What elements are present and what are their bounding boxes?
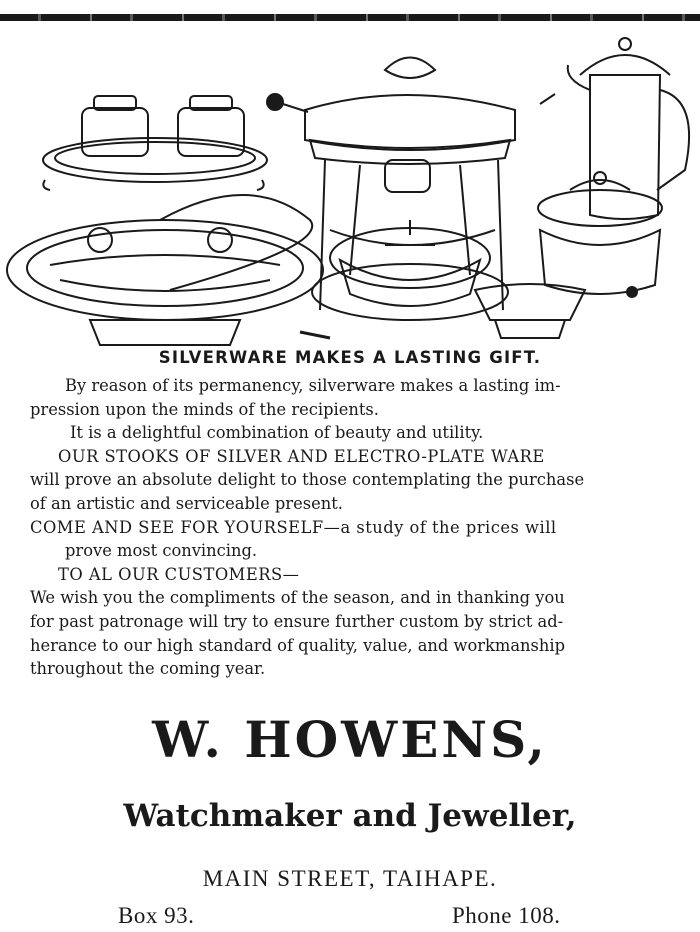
- business-trade: Watchmaker and Jeweller,: [123, 798, 577, 834]
- chafing-dish-icon: [267, 58, 555, 311]
- po-box: Box 93.: [118, 903, 195, 928]
- body-line: OUR STOOKS OF SILVER AND ELECTRO-PLATE WARE: [58, 446, 545, 466]
- top-rule: [0, 14, 700, 21]
- body-line: pression upon the minds of the recipients.: [30, 399, 379, 419]
- inkstand-icon: [43, 96, 267, 190]
- business-address: MAIN STREET, TAIHAPE.: [202, 866, 498, 891]
- body-line: By reason of its permanency, silverware makes a lasting im-: [65, 376, 561, 395]
- body-line: of an artistic and serviceable present.: [30, 493, 343, 513]
- phone-number: Phone 108.: [452, 903, 561, 928]
- cake-basket-icon: [7, 195, 323, 345]
- ad-body-text: [30, 374, 680, 681]
- ad-headline: SILVERWARE MAKES A LASTING GIFT.: [158, 348, 542, 367]
- body-line: for past patronage will try to ensure further custom by strict ad-: [30, 611, 564, 631]
- business-name: W. HOWENS,: [152, 710, 548, 769]
- sugar-basin-icon: [538, 172, 662, 297]
- body-line: throughout the coming year.: [30, 659, 266, 679]
- body-line: TO AL OUR CUSTOMERS—: [58, 564, 300, 584]
- body-line: prove most convincing.: [65, 541, 258, 561]
- silverware-illustration: [0, 30, 700, 348]
- body-line: It is a delightful combination of beauty and utility.: [70, 423, 484, 443]
- body-line: herance to our high standard of quality, value, and workmanship: [30, 635, 565, 655]
- body-line: We wish you the compliments of the season, and in thanking you: [30, 588, 565, 608]
- body-line: COME AND SEE FOR YOURSELF—a study of the prices will: [30, 517, 557, 537]
- body-line: will prove an absolute delight to those contemplating the purchase: [30, 470, 585, 490]
- salt-cellar-icon: [475, 284, 585, 338]
